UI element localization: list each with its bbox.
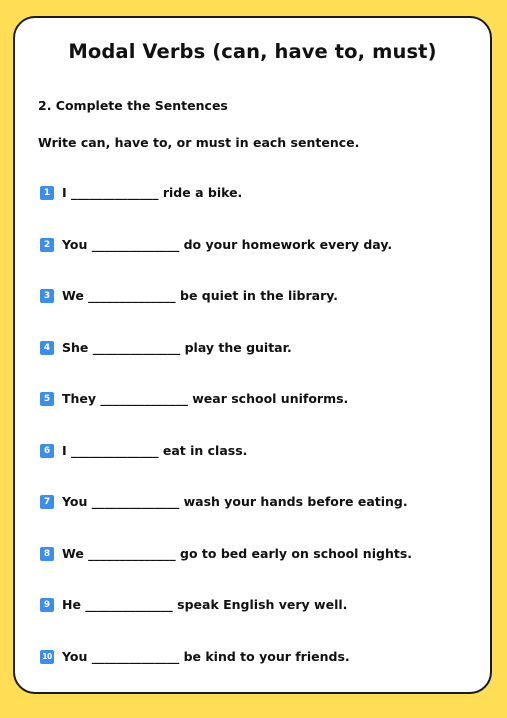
number-badge-6-icon: 6 [40,444,54,458]
instruction-text: Write can, have to, or must in each sentence. [38,135,360,150]
number-badge-3-icon: 3 [40,289,54,303]
number-badge-2-icon: 2 [40,238,54,252]
number-badge-10-icon: 10 [40,650,54,664]
sentence-text-10: You ______________ be kind to your friends. [62,648,350,664]
number-badge-4-icon: 4 [40,341,54,355]
number-badge-8-icon: 8 [40,547,54,561]
sentence-item-1 [40,185,412,237]
sentence-item-4 [40,340,412,392]
number-badge-9-icon: 9 [40,598,54,612]
section-heading: 2. Complete the Sentences [38,98,228,113]
sentence-text-8: We ______________ go to bed early on school nights. [62,545,413,561]
sentence-item-8 [40,546,412,598]
sentence-item-2 [40,237,412,289]
worksheet-card [13,16,492,694]
number-badge-1-icon: 1 [40,186,54,200]
number-badge-7-icon: 7 [40,495,54,509]
sentence-text-4: She ______________ play the guitar. [62,339,292,355]
sentence-list [40,185,412,700]
sentence-text-1: I ______________ ride a bike. [62,185,243,200]
sentence-text-7: You ______________ wash your hands before eating. [62,494,408,509]
worksheet-title: Modal Verbs (can, have to, must) [68,40,437,63]
sentence-item-7 [40,494,412,546]
sentence-item-5 [40,391,412,443]
sentence-item-10 [40,649,412,701]
sentence-text-3: We ______________ be quiet in the library. [62,288,339,303]
sentence-item-6 [40,443,412,495]
sentence-text-5: They ______________ wear school uniforms. [62,391,349,406]
number-badge-5-icon: 5 [40,392,54,406]
sentence-text-9: He ______________ speak English very well. [62,597,348,612]
sentence-item-9 [40,597,412,649]
sentence-text-2: You ______________ do your homework every day. [62,236,393,252]
sentence-text-6: I ______________ eat in class. [62,442,248,458]
sentence-item-3 [40,288,412,340]
